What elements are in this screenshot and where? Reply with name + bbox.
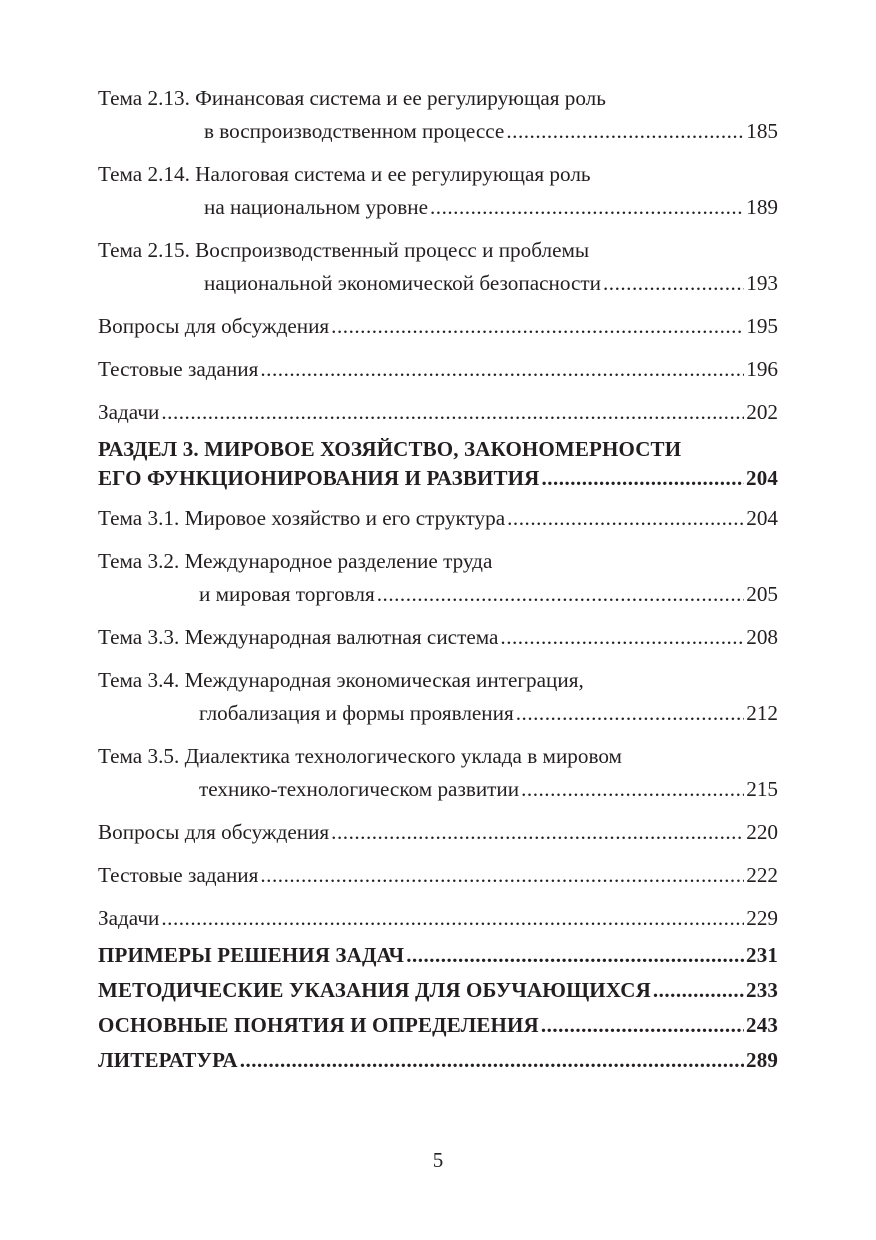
toc-leader-dots: [507, 502, 744, 535]
toc-leader-dots: [506, 115, 744, 148]
toc-entry-title: Вопросы для обсуждения: [98, 820, 330, 844]
toc-entry-topic-3-1: [98, 502, 778, 535]
toc-entry-problems-3: [98, 902, 778, 935]
toc-page-number: 195: [746, 314, 778, 338]
toc-page-number: 193: [746, 271, 778, 295]
toc-leader-dots: [516, 697, 745, 730]
page-number: 5: [432, 1148, 444, 1172]
toc-entry-title-continuation: технико-технологическом развитии: [199, 777, 520, 801]
toc-page-number: 185: [746, 119, 778, 143]
toc-section-title: ОСНОВНЫЕ ПОНЯТИЯ И ОПРЕДЕЛЕНИЯ: [98, 1013, 539, 1037]
toc-leader-dots: [260, 353, 744, 386]
toc-entry-discussion-questions-3: [98, 816, 778, 849]
toc-entry-title-continuation: национальной экономической безопасности: [204, 271, 601, 295]
toc-section-title: ПРИМЕРЫ РЕШЕНИЯ ЗАДАЧ: [98, 943, 405, 967]
toc-entry-test-tasks-3: [98, 859, 778, 892]
toc-page-number: 231: [746, 943, 778, 967]
toc-page-number: 202: [746, 400, 778, 424]
toc-entry-title: Тема 2.13. Финансовая система и ее регулирующая роль: [98, 86, 606, 110]
toc-leader-dots: [240, 1046, 744, 1075]
toc-entry-topic-2-14: [98, 158, 778, 224]
toc-entry-title-continuation: на национальном уровне: [204, 195, 428, 219]
toc-page-number: 196: [746, 357, 778, 381]
toc-leader-dots: [161, 902, 744, 935]
toc-section-title-continuation: ЕГО ФУНКЦИОНИРОВАНИЯ И РАЗВИТИЯ: [98, 466, 540, 490]
toc-entry-topic-3-5: [98, 740, 778, 806]
toc-entry-title: Тема 2.15. Воспроизводственный процесс и проблемы: [98, 238, 590, 262]
toc-page-number: 208: [746, 625, 778, 649]
toc-entry-title-continuation: в воспроизводственном процессе: [204, 119, 505, 143]
toc-page-number: 289: [746, 1048, 778, 1072]
toc-entry-problems-2: [98, 396, 778, 429]
toc-entry-title: Тема 3.2. Международное разделение труда: [98, 549, 493, 573]
toc-entry-title: Тестовые задания: [98, 863, 259, 887]
toc-page-number: 220: [746, 820, 778, 844]
toc-entry-title: Тема 2.14. Налоговая система и ее регулирующая роль: [98, 162, 591, 186]
toc-entry-title-continuation: глобализация и формы проявления: [199, 701, 514, 725]
toc-page-number: 222: [746, 863, 778, 887]
toc-page-number: 215: [746, 777, 778, 801]
toc-page-number: 205: [746, 582, 778, 606]
toc-leader-dots: [377, 578, 745, 611]
toc-page-number: 204: [746, 506, 778, 530]
toc-entry-title: Вопросы для обсуждения: [98, 314, 330, 338]
toc-entry-title: Тестовые задания: [98, 357, 259, 381]
toc-page-number: 233: [746, 978, 778, 1002]
toc-leader-dots: [331, 310, 744, 343]
toc-leader-dots: [406, 941, 744, 970]
toc-entry-discussion-questions-2: [98, 310, 778, 343]
toc-entry-solved-examples: [98, 941, 778, 970]
toc-entry-topic-2-15: [98, 234, 778, 300]
toc-page-number: 189: [746, 195, 778, 219]
toc-page-number: 204: [746, 466, 778, 490]
toc-entry-section-3: [98, 435, 778, 493]
toc-page-number: 229: [746, 906, 778, 930]
toc-leader-dots: [541, 1011, 744, 1040]
toc-entry-title: Тема 3.3. Международная валютная система: [98, 625, 499, 649]
toc-entry-title: Тема 3.5. Диалектика технологического уклада в мировом: [98, 744, 622, 768]
toc-entry-topic-2-13: [98, 82, 778, 148]
toc-leader-dots: [260, 859, 744, 892]
toc-entry-title: Тема 3.4. Международная экономическая интеграция,: [98, 668, 584, 692]
toc-entry-title: Задачи: [98, 906, 160, 930]
toc-entry-title-continuation: и мировая торговля: [199, 582, 375, 606]
table-of-contents: [98, 82, 778, 1075]
toc-entry-methodical-guidelines: [98, 976, 778, 1005]
toc-section-title: РАЗДЕЛ 3. МИРОВОЕ ХОЗЯЙСТВО, ЗАКОНОМЕРНОСТИ: [98, 437, 682, 461]
toc-page-number: 212: [746, 701, 778, 725]
toc-page-number: 243: [746, 1013, 778, 1037]
toc-entry-topic-3-3: [98, 621, 778, 654]
toc-leader-dots: [603, 267, 744, 300]
toc-leader-dots: [653, 976, 744, 1005]
toc-entry-test-tasks-2: [98, 353, 778, 386]
toc-entry-basic-concepts: [98, 1011, 778, 1040]
toc-leader-dots: [500, 621, 744, 654]
toc-leader-dots: [541, 464, 744, 493]
toc-entry-literature: [98, 1046, 778, 1075]
toc-leader-dots: [521, 773, 744, 806]
toc-entry-title: Тема 3.1. Мировое хозяйство и его структура: [98, 506, 506, 530]
toc-section-title: МЕТОДИЧЕСКИЕ УКАЗАНИЯ ДЛЯ ОБУЧАЮЩИХСЯ: [98, 978, 651, 1002]
toc-entry-title: Задачи: [98, 400, 160, 424]
toc-section-title: ЛИТЕРАТУРА: [98, 1048, 238, 1072]
toc-entry-topic-3-2: [98, 545, 778, 611]
toc-leader-dots: [161, 396, 744, 429]
toc-leader-dots: [331, 816, 744, 849]
toc-entry-topic-3-4: [98, 664, 778, 730]
toc-leader-dots: [430, 191, 744, 224]
